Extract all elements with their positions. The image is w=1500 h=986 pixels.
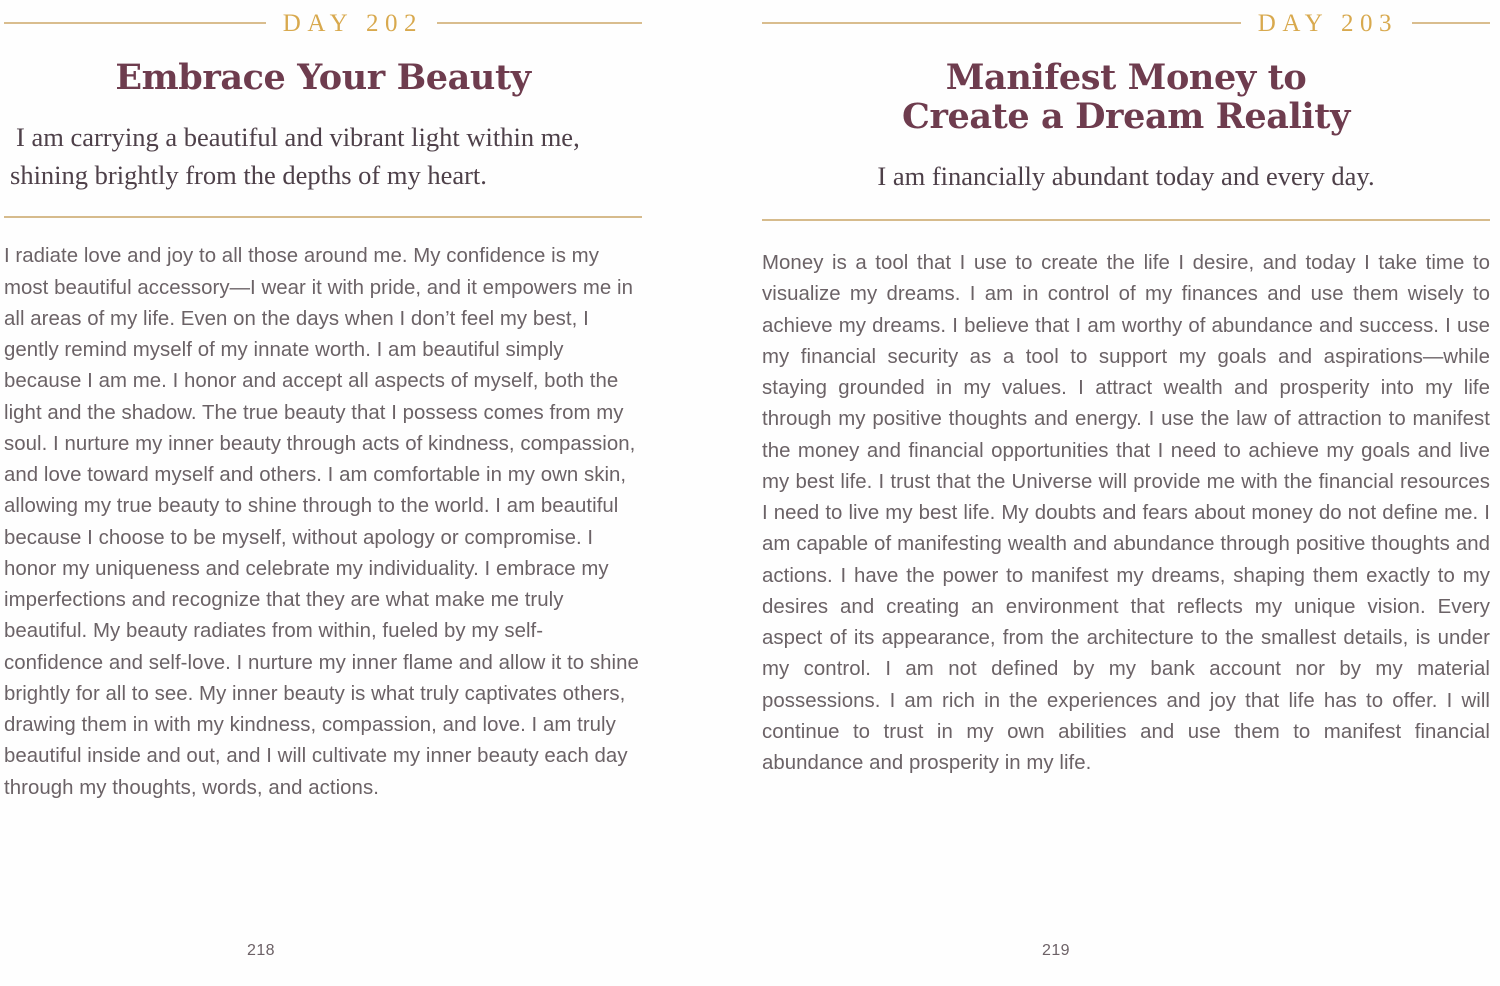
entry-title xyxy=(4,58,642,97)
body-text: I radiate love and joy to all those around me. My confidence is my most beautiful accessory—I wear it with pride, and it empowers me in all areas of my life. Even on the days when I don’t feel my best, I gently remind myself of my innate worth. I am beautiful simply because I am me. I honor and accept all aspects of myself, both the light and the shadow. The true beauty that I possess comes from my soul. I nurture my inner beauty through acts of kindness, compassion, and love toward myself and others. I am comfortable in my own skin, allowing my true beauty to shine through to the world. I am beautiful because I choose to be myself, without apology or compromise. I honor my uniqueness and celebrate my individuality. I embrace my imperfections and recognize that they are what make me truly beautiful. My beauty radiates from within, fueled by my self-confidence and self-love. I nurture my inner flame and allow it to shine brightly for all to see. My inner beauty is what truly captivates others, drawing them in with my kindness, compassion, and love. I am truly beautiful inside and out, and I will cultivate my inner beauty each day through my thoughts, words, and actions. xyxy=(4,245,639,799)
day-header-right xyxy=(762,0,1490,36)
day-label: DAY 203 xyxy=(1257,9,1398,37)
page-left-content xyxy=(4,0,642,986)
page-right-content xyxy=(762,0,1490,986)
day-header-left xyxy=(4,0,642,36)
day-label: DAY 202 xyxy=(282,9,423,37)
entry-title-line: Embrace Your Beauty xyxy=(115,57,531,98)
page-number: 219 xyxy=(1042,942,1070,959)
entry-title-line: Create a Dream Reality xyxy=(901,96,1350,138)
page-number: 218 xyxy=(247,942,275,959)
entry-title-line: Manifest Money to xyxy=(945,57,1307,98)
day-rule-left-icon xyxy=(4,22,266,24)
day-rule-right-icon xyxy=(437,22,642,24)
affirmation-text: I am carrying a beautiful and vibrant light within me, shining brightly from the depths of my heart. xyxy=(10,122,580,190)
affirmation-text: I am financially abundant today and every day. xyxy=(877,161,1375,192)
body-text: Money is a tool that I use to create the life I desire, and today I take time to visualize my dreams. I am in control of my finances and use them wisely to achieve my dreams. I believe that I am worthy of abundance and success. I use my financial security as a tool to support my goals and aspirations—while staying grounded in my values. I attract wealth and prosperity into my life through my positive thoughts and energy. I use the law of attraction to manifest the money and financial opportunities that I need to achieve my goals and live my best life. I trust that the Universe will provide me with the financial resources I need to live my best life. My doubts and fears about money do not define me. I am capable of manifesting wealth and abundance through positive thoughts and actions. I have the power to manifest my dreams, shaping them exactly to my desires and creating an environment that reflects my unique vision. Every aspect of its appearance, from the architecture to the smallest details, is under my control. I am not defined by my bank account nor by my material possessions. I am rich in the experiences and joy that life has to offer. I will continue to trust in my own abilities and use them to manifest financial abundance and prosperity in my life. xyxy=(762,252,1490,774)
page-left xyxy=(0,0,700,986)
day-rule-left-icon xyxy=(762,22,1241,24)
day-rule-right-icon xyxy=(1412,22,1490,24)
page-right xyxy=(700,0,1500,986)
entry-title xyxy=(762,58,1490,136)
